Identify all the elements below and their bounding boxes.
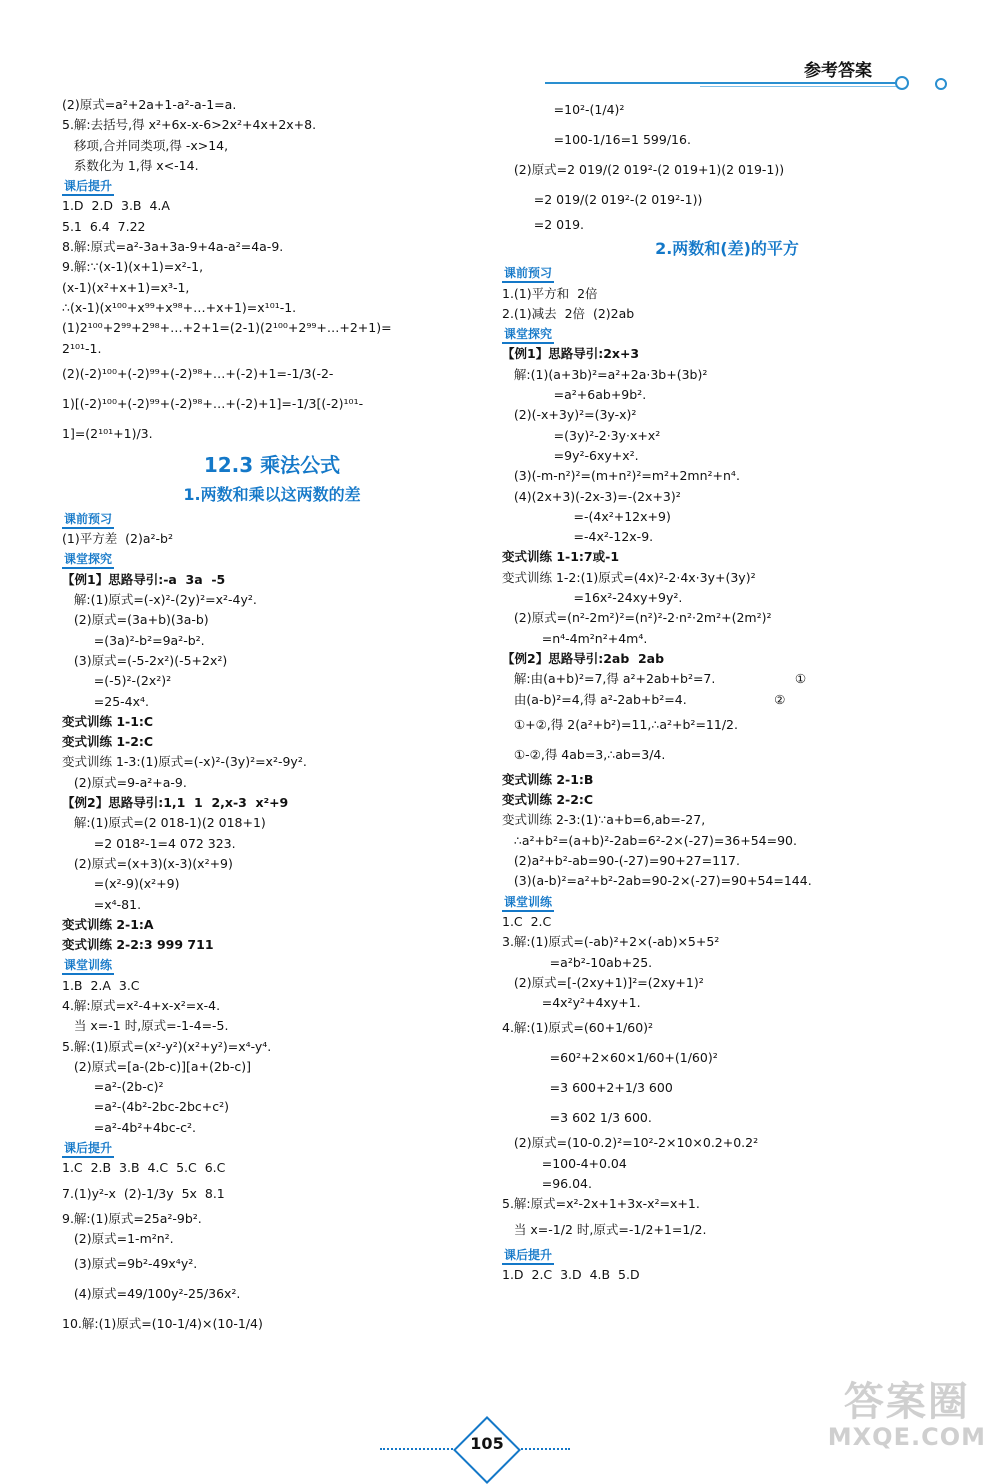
answer-line: 变式训练 1-3:(1)原式=(-x)²-(3y)²=x²-9y².	[62, 754, 307, 770]
answer-line: 4.解:原式=x²-4+x-x²=x-4.	[62, 997, 221, 1013]
section-tag-label: 课后提升	[502, 1248, 554, 1265]
answer-line: 4.解:(1)原式=(60+1/60)²	[502, 1020, 654, 1036]
section-tag-label: 课前预习	[62, 512, 114, 529]
answer-line: =4x²y²+4xy+1.	[502, 995, 641, 1011]
answer-line: 【例2】思路导引:2ab 2ab	[502, 650, 665, 666]
answer-line: (2)原式=(n²-2m²)²=(n²)²-2·n²·2m²+(2m²)²	[502, 610, 772, 626]
answer-line: 变式训练 2-1:B	[502, 771, 594, 787]
answer-line: =a²-4b²+4bc-c².	[62, 1119, 196, 1135]
answer-line: 5.1 6.4 7.22	[62, 218, 146, 234]
header-rule	[545, 82, 905, 84]
answer-line: 变式训练 2-2:C	[502, 792, 594, 808]
answer-line: (2)原式=[a-(2b-c)][a+(2b-c)]	[62, 1058, 251, 1074]
subsection-title: 2.两数和(差)的平方	[655, 239, 799, 259]
section-tag-label: 课堂训练	[62, 958, 114, 975]
answer-line: (2)a²+b²-ab=90-(-27)=90+27=117.	[502, 853, 740, 869]
answer-line: 变式训练 1-1:C	[62, 713, 154, 729]
watermark-cn: 答案圈	[843, 1378, 970, 1425]
answer-line: =2 019.	[502, 217, 585, 232]
answer-line: 1.C 2.B 3.B 4.C 5.C 6.C	[62, 1160, 226, 1176]
answer-line: 变式训练 1-2:C	[62, 734, 154, 750]
answer-line: 1.C 2.C	[502, 913, 552, 929]
answer-line: =a²b²-10ab+25.	[502, 954, 653, 970]
watermark-logo	[828, 1380, 986, 1450]
answer-line: =2 018²-1=4 072 323.	[62, 835, 236, 851]
answer-line: =60²+2×60×1/60+(1/60)²	[502, 1050, 718, 1066]
left-column	[62, 95, 482, 1339]
answer-line: 1)[(-2)¹⁰⁰+(-2)⁹⁹+(-2)⁹⁸+…+(-2)+1]=-1/3[(-2)¹⁰¹-	[62, 395, 364, 411]
answer-line: (2)原式=[-(2xy+1)]²=(2xy+1)²	[502, 974, 704, 990]
header-dot-icon	[935, 78, 947, 90]
answer-line: (2)原式=9-a²+a-9.	[62, 774, 187, 790]
answer-line: =9y²-6xy+x².	[502, 447, 639, 463]
answer-line: 9.解:∵(x-1)(x+1)=x²-1,	[62, 259, 204, 275]
answer-line: 变式训练 2-3:(1)∵a+b=6,ab=-27,	[502, 812, 706, 828]
answer-line: ∴(x-1)(x¹⁰⁰+x⁹⁹+x⁹⁸+…+x+1)=x¹⁰¹-1.	[62, 299, 297, 315]
answer-line: =-4x²-12x-9.	[502, 529, 654, 545]
answer-line: (1)2¹⁰⁰+2⁹⁹+2⁹⁸+…+2+1=(2-1)(2¹⁰⁰+2⁹⁹+…+2+1)=	[62, 320, 392, 336]
answer-line: 1.(1)平方和 2倍	[502, 285, 598, 301]
answer-line: =3 602 1/3 600.	[502, 1110, 652, 1126]
answer-line: 解:(1)原式=(-x)²-(2y)²=x²-4y².	[62, 592, 257, 608]
section-tag	[502, 324, 952, 344]
answer-line: 系数化为 1,得 x<-14.	[62, 157, 199, 173]
section-tag	[62, 549, 482, 569]
answer-line: 【例2】思路导引:1,1 1 2,x-3 x²+9	[62, 795, 289, 811]
answer-line: ∴a²+b²=(a+b)²-2ab=6²-2×(-27)=36+54=90.	[502, 832, 797, 848]
header-title: 参考答案	[804, 61, 872, 81]
section-tag	[62, 176, 482, 196]
section-tag	[62, 955, 482, 975]
answer-line: =96.04.	[502, 1175, 592, 1191]
answer-line: 2¹⁰¹-1.	[62, 340, 102, 356]
answer-line: (2)原式=2 019/(2 019²-(2 019+1)(2 019-1))	[502, 162, 785, 177]
answer-line: (2)原式=(3a+b)(3a-b)	[62, 612, 209, 628]
answer-line: =(3y)²-2·3y·x+x²	[502, 427, 661, 443]
answer-line: =25-4x⁴.	[62, 693, 150, 709]
answer-line: =(-5)²-(2x²)²	[62, 673, 172, 689]
answer-line: 变式训练 1-2:(1)原式=(4x)²-2·4x·3y+(3y)²	[502, 569, 756, 585]
answer-line: (3)原式=(-5-2x²)(-5+2x²)	[62, 652, 228, 668]
answer-line: (2)(-x+3y)²=(3y-x)²	[502, 407, 637, 423]
answer-line: 解:由(a+b)²=7,得 a²+2ab+b²=7. ①	[502, 671, 807, 687]
answer-line: ①+②,得 2(a²+b²)=11,∴a²+b²=11/2.	[502, 716, 738, 732]
answer-line: =-(4x²+12x+9)	[502, 508, 671, 524]
right-column	[502, 95, 952, 1285]
answer-line: (4)(2x+3)(-2x-3)=-(2x+3)²	[502, 488, 681, 504]
answer-line: 变式训练 2-1:A	[62, 916, 154, 932]
answer-line: (2)原式=1-m²n².	[62, 1230, 174, 1246]
answer-line: 由(a-b)²=4,得 a²-2ab+b²=4. ②	[502, 691, 786, 707]
answer-line: 解:(1)原式=(2 018-1)(2 018+1)	[62, 815, 266, 831]
answer-line: (1)平方差 (2)a²-b²	[62, 531, 173, 547]
answer-line: 5.解:原式=x²-2x+1+3x-x²=x+1.	[502, 1196, 700, 1212]
answer-line: (x-1)(x²+x+1)=x³-1,	[62, 279, 190, 295]
answer-line: 【例1】思路导引:2x+3	[502, 346, 640, 362]
answer-line: 当 x=-1 时,原式=-1-4=-5.	[62, 1018, 229, 1034]
section-title: 12.3 乘法公式	[203, 452, 341, 477]
answer-line: 5.解:(1)原式=(x²-y²)(x²+y²)=x⁴-y⁴.	[62, 1038, 272, 1054]
section-tag-label: 课前预习	[502, 266, 554, 283]
section-tag	[502, 892, 952, 912]
answer-line: 变式训练 1-1:7或-1	[502, 549, 620, 565]
answer-line: =a²-(4b²-2bc-2bc+c²)	[62, 1099, 229, 1115]
answer-line: (2)原式=(10-0.2)²=10²-2×10×0.2+0.2²	[502, 1135, 759, 1151]
watermark-en: MXQE.COM	[827, 1422, 986, 1451]
answer-line: =100-1/16=1 599/16.	[502, 132, 691, 147]
page-number: 105	[470, 1434, 504, 1453]
answer-line: =100-4+0.04	[502, 1155, 627, 1171]
answer-line: 7.(1)y²-x (2)-1/3y 5x 8.1	[62, 1185, 225, 1201]
section-tag-label: 课堂训练	[502, 895, 554, 912]
header-rule-thin	[700, 86, 900, 87]
section-tag-label: 课堂探究	[62, 552, 114, 569]
answer-line: =(3a)²-b²=9a²-b².	[62, 632, 205, 648]
answer-line: (2)原式=a²+2a+1-a²-a-1=a.	[62, 97, 237, 112]
answer-line: 当 x=-1/2 时,原式=-1/2+1=1/2.	[502, 1221, 707, 1237]
answer-line: (3)原式=9b²-49x⁴y².	[62, 1256, 198, 1272]
answer-line: 【例1】思路导引:-a 3a -5	[62, 571, 226, 587]
answer-line: (4)原式=49/100y²-25/36x².	[62, 1286, 241, 1302]
answer-line: =a²+6ab+9b².	[502, 387, 647, 403]
answer-line: 解:(1)(a+3b)²=a²+2a·3b+(3b)²	[502, 366, 708, 382]
answer-line: ①-②,得 4ab=3,∴ab=3/4.	[502, 746, 666, 762]
answer-line: 3.解:(1)原式=(-ab)²+2×(-ab)×5+5²	[502, 934, 720, 950]
answer-line: 8.解:原式=a²-3a+3a-9+4a-a²=4a-9.	[62, 239, 284, 255]
section-tag	[62, 1138, 482, 1158]
answer-line: 变式训练 2-2:3 999 711	[62, 937, 214, 953]
footer-dots	[380, 1448, 460, 1450]
answer-line: =10²-(1/4)²	[502, 102, 625, 117]
answer-line: 9.解:(1)原式=25a²-9b².	[62, 1210, 202, 1226]
subsection-title: 1.两数和乘以这两数的差	[183, 484, 361, 504]
answer-line: 2.(1)减去 2倍 (2)2ab	[502, 305, 635, 321]
answer-line: 1.D 2.C 3.D 4.B 5.D	[502, 1266, 640, 1282]
answer-line: =16x²-24xy+9y².	[502, 590, 683, 606]
answer-line: =(x²-9)(x²+9)	[62, 876, 180, 892]
answer-line: =n⁴-4m²n²+4m⁴.	[502, 630, 648, 646]
answer-line: =a²-(2b-c)²	[62, 1079, 164, 1095]
answer-line: 1]=(2¹⁰¹+1)/3.	[62, 425, 153, 441]
section-tag-label: 课后提升	[62, 1141, 114, 1158]
answer-line: =2 019/(2 019²-(2 019²-1))	[502, 192, 703, 207]
section-tag-label: 课堂探究	[502, 327, 554, 344]
section-tag	[502, 263, 952, 283]
answer-line: =x⁴-81.	[62, 896, 142, 912]
answer-line: (2)(-2)¹⁰⁰+(-2)⁹⁹+(-2)⁹⁸+…+(-2)+1=-1/3(-2-	[62, 365, 334, 381]
answer-line: 移项,合并同类项,得 -x>14,	[62, 137, 229, 153]
answer-line: =3 600+2+1/3 600	[502, 1080, 673, 1096]
header-dot-icon	[895, 76, 909, 90]
answer-line: (3)(-m-n²)²=(m+n²)²=m²+2mn²+n⁴.	[502, 468, 740, 484]
answer-line: (3)(a-b)²=a²+b²-2ab=90-2×(-27)=90+54=144.	[502, 873, 812, 889]
answer-line: 10.解:(1)原式=(10-1/4)×(10-1/4)	[62, 1316, 263, 1332]
answer-line: 1.B 2.A 3.C	[62, 977, 140, 993]
section-tag	[62, 509, 482, 529]
page-header	[0, 0, 1000, 100]
answer-line: 5.解:去括号,得 x²+6x-x-6>2x²+4x+2x+8.	[62, 117, 317, 133]
section-tag	[502, 1245, 952, 1265]
section-tag-label: 课后提升	[62, 179, 114, 196]
answer-line: 1.D 2.D 3.B 4.A	[62, 198, 170, 214]
answer-line: (2)原式=(x+3)(x-3)(x²+9)	[62, 855, 233, 871]
